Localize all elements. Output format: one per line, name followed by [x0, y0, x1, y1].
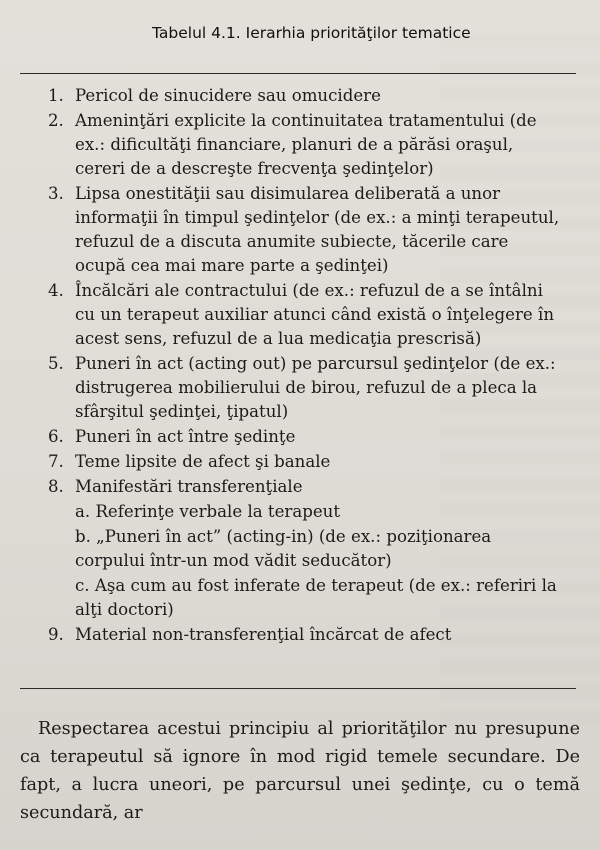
item-number: 4.: [48, 281, 64, 300]
body-paragraph: [20, 715, 580, 827]
item-text: Teme lipsite de afect şi banale: [75, 452, 331, 471]
item-number: 9.: [48, 625, 64, 644]
list-item: [0, 352, 600, 424]
item-number: 2.: [48, 111, 64, 130]
item-text: Manifestări transferenţiale: [75, 477, 303, 496]
list-item: [0, 623, 600, 647]
list-subitem: a. Referinţe verbale la terapeut: [75, 502, 341, 521]
item-number: 8.: [48, 477, 64, 496]
item-text: Ameninţări explicite la continuitatea tratamentului (de ex.: dificultăţi financiare, planuri de a părăsi oraşul, cereri de a descreşte frecvenţa şedinţelor): [75, 111, 537, 178]
list-item: [0, 84, 600, 108]
list-item: [0, 475, 600, 499]
item-number: 3.: [48, 184, 64, 203]
list-item: [0, 109, 600, 181]
item-number: 1.: [48, 86, 64, 105]
priority-list: [0, 84, 600, 648]
item-text: Pericol de sinucidere sau omucidere: [75, 86, 381, 105]
list-subitem: c. Aşa cum au fost inferate de terapeut (de ex.: referiri la alţi doctori): [75, 576, 557, 619]
item-text: Puneri în act (acting out) pe parcursul şedinţelor (de ex.: distrugerea mobilierului de birou, refuzul de a pleca la sfârşitul şedinţei, ţipatul): [75, 354, 556, 421]
list-item: [0, 450, 600, 474]
paragraph-text: Respectarea acestui principiu al priorităţilor nu presupune ca terapeutul să ignore în mod rigid temele secundare. De fapt, a lucra uneori, pe parcursul unei şedinţe, cu o temă secundară, ar: [20, 719, 580, 823]
item-number: 7.: [48, 452, 64, 471]
item-text: Încălcări ale contractului (de ex.: refuzul de a se întâlni cu un terapeut auxiliar atunci când există o înţelegere în acest sens, refuzul de a lua medicaţia prescrisă): [75, 281, 555, 348]
item-text: Lipsa onestităţii sau disimularea deliberată a unor informaţii în timpul şedinţelor (de ex.: a minţi terapeutul, refuzul de a discuta anumite subiecte, tăcerile care ocupă cea mai mare parte a şedinţei): [75, 184, 560, 275]
item-number: 5.: [48, 354, 64, 373]
item-number: 6.: [48, 427, 64, 446]
table-bottom-rule: [20, 688, 576, 689]
item-text: Material non-transferenţial încărcat de afect: [75, 625, 452, 644]
table-caption: Tabelul 4.1. Ierarhia priorităţilor tematice: [152, 24, 471, 42]
list-item: [0, 182, 600, 278]
list-item: [0, 425, 600, 449]
item-text: Puneri în act între şedinţe: [75, 427, 296, 446]
list-subitem: b. „Puneri în act” (acting-in) (de ex.: poziţionarea corpului într-un mod vădit seducător): [75, 527, 492, 570]
table-top-rule: [20, 73, 576, 74]
list-item: [0, 279, 600, 351]
